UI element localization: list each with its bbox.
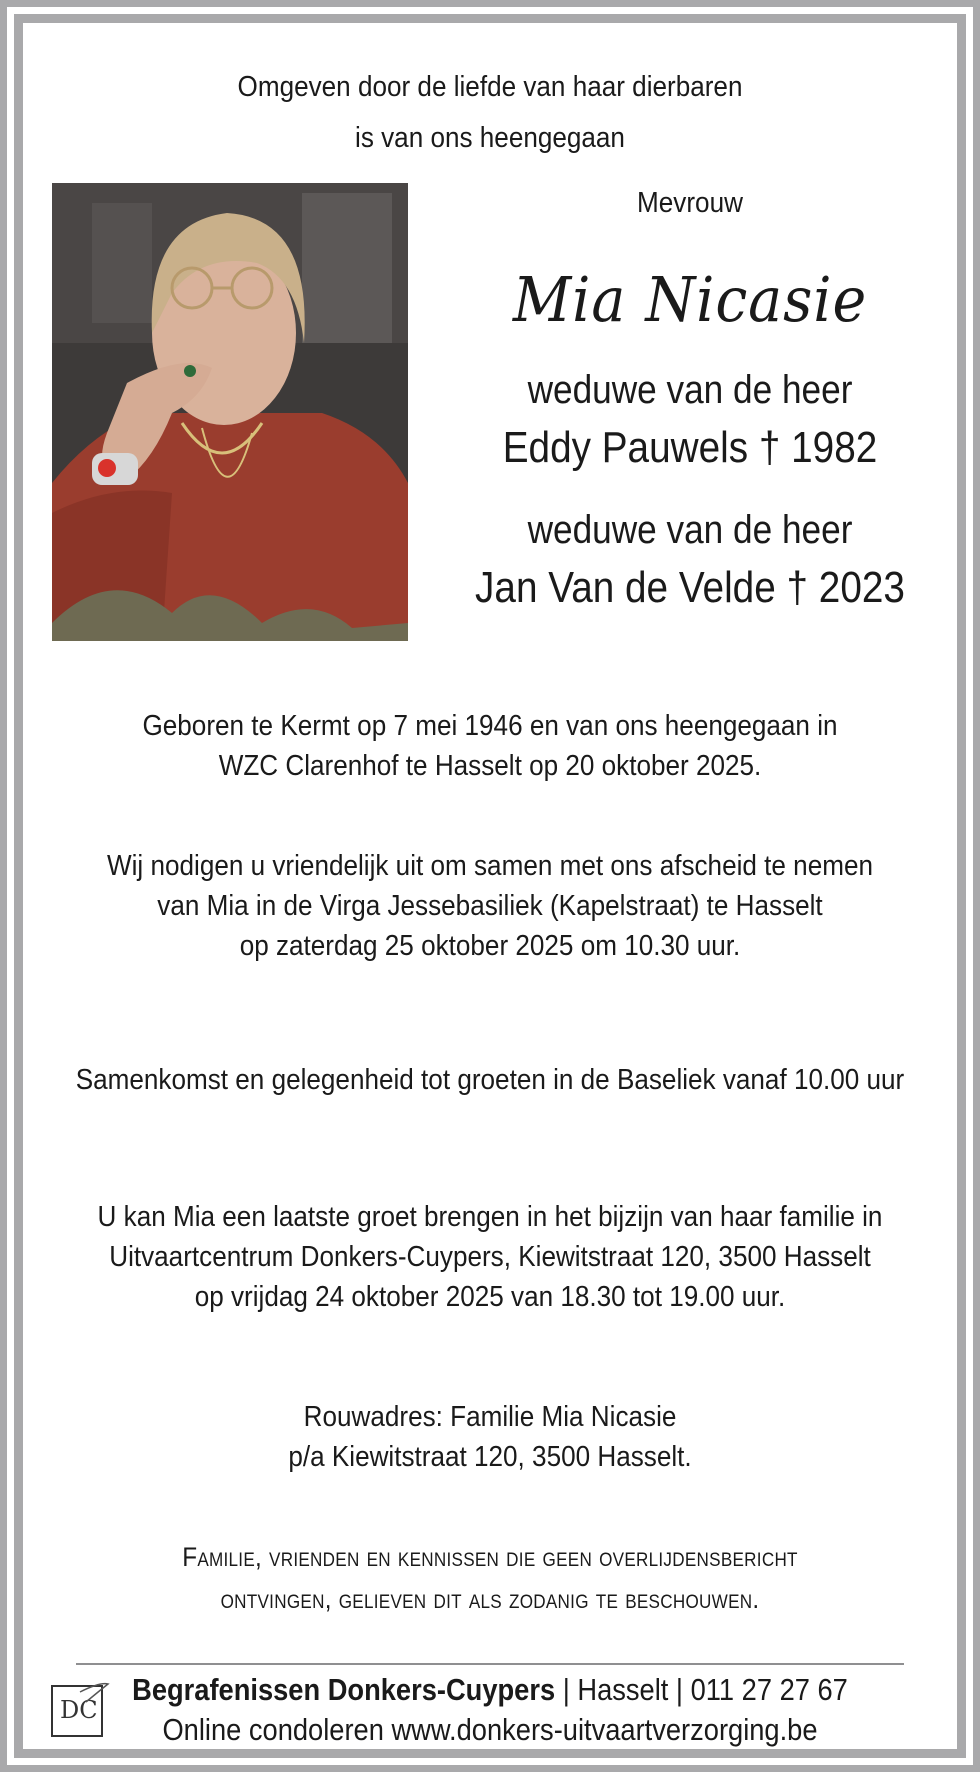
deceased-title: Mevrouw [637, 187, 743, 219]
footer-city: Hasselt [577, 1672, 669, 1707]
footer-condolence: Online condoleren www.donkers-uitvaartverzorging.be [162, 1712, 818, 1747]
footer-separator-1: | [555, 1672, 578, 1707]
portrait-photo [52, 183, 408, 641]
footer-divider [76, 1663, 904, 1665]
invitation-line-2: van Mia in de Virga Jessebasiliek (Kapelstraat) te Hasselt [157, 890, 823, 922]
notice-line-1: Familie, vrienden en kennissen die geen overlijdensbericht [182, 1542, 798, 1572]
intro-line-1: Omgeven door de liefde van haar dierbaren [237, 71, 743, 103]
spouse-2-name: Jan Van de Velde † 2023 [475, 563, 905, 612]
address-line-2: p/a Kiewitstraat 120, 3500 Hasselt. [288, 1441, 692, 1473]
birth-line-2: WZC Clarenhof te Hasselt op 20 oktober 2025. [218, 750, 762, 782]
invitation-paragraph [49, 846, 931, 966]
notice-paragraph [49, 1536, 931, 1620]
address-paragraph [49, 1397, 931, 1477]
visitation-line-3: op vrijdag 24 oktober 2025 van 18.30 tot 19.00 uur. [194, 1281, 786, 1313]
spouse-2-label: weduwe van de heer [527, 508, 853, 552]
deceased-name: Mia Nicasie [512, 263, 868, 336]
invitation-line-1: Wij nodigen u vriendelijk uit om samen met ons afscheid te nemen [106, 850, 873, 882]
portrait-illustration [52, 183, 408, 641]
spouse-1-label: weduwe van de heer [527, 368, 853, 412]
address-line-1: Rouwadres: Familie Mia Nicasie [303, 1401, 677, 1433]
visitation-line-2: Uitvaartcentrum Donkers-Cuypers, Kiewitstraat 120, 3500 Hasselt [109, 1241, 871, 1273]
footer-separator-2: | [668, 1672, 691, 1707]
birth-line-1: Geboren te Kermt op 7 mei 1946 en van ons heengegaan in [142, 710, 838, 742]
notice-line-2: ontvingen, gelieven dit als zodanig te beschouwen. [220, 1584, 760, 1614]
footer-company: Begrafenissen Donkers-Cuypers [132, 1672, 556, 1707]
intro-line-2: is van ons heengegaan [355, 122, 625, 154]
intro-text [49, 62, 931, 164]
footer-company-line [59, 1667, 921, 1713]
invitation-line-3: op zaterdag 25 oktober 2025 om 10.30 uur. [239, 930, 741, 962]
visitation-line-1: U kan Mia een laatste groet brengen in het bijzijn van haar familie in [97, 1201, 883, 1233]
footer-phone: 011 27 27 67 [690, 1672, 848, 1707]
birth-paragraph [49, 706, 931, 786]
spouse-1-name: Eddy Pauwels † 1982 [502, 423, 878, 472]
visitation-paragraph [49, 1197, 931, 1317]
logo-monogram: DC [60, 1696, 98, 1724]
gathering-paragraph: Samenkomst en gelegenheid tot groeten in de Baseliek vanaf 10.00 uur [75, 1064, 905, 1096]
